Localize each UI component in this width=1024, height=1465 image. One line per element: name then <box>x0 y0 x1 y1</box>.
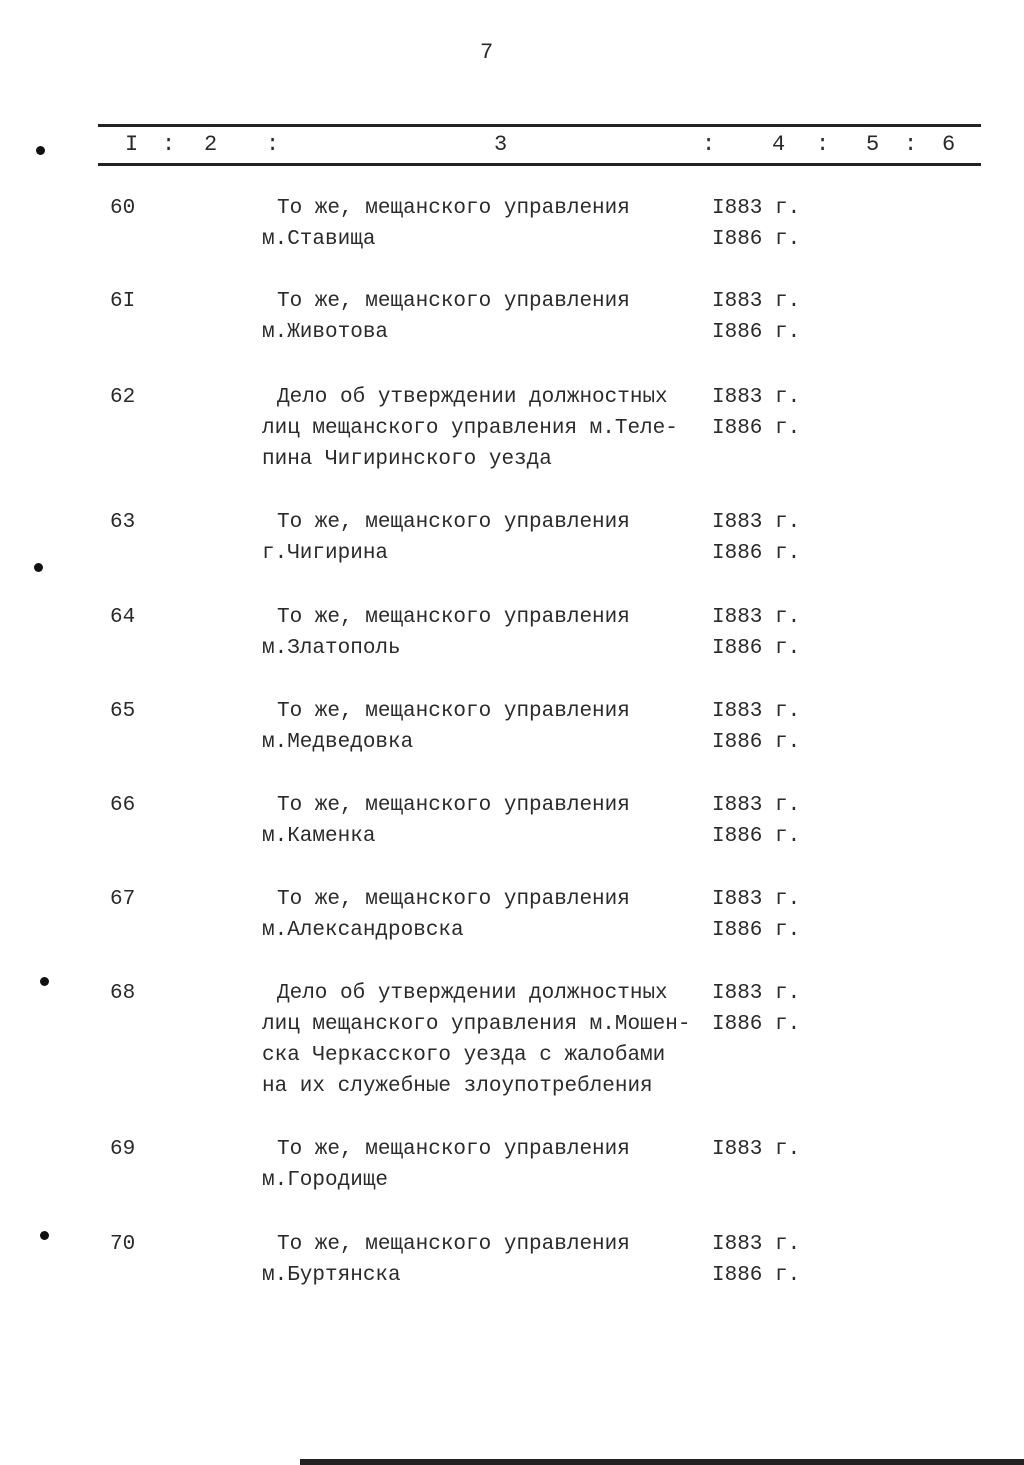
entry-description <box>262 1229 712 1291</box>
date-line: I886 г. <box>712 228 801 251</box>
header-col-3: 3 <box>494 132 508 157</box>
date-line: I883 г. <box>712 700 801 723</box>
header-col-5: 5 <box>866 132 880 157</box>
entry-dates <box>712 696 800 758</box>
entry-description <box>262 286 712 348</box>
description-line: Дело об утверждении должностных <box>277 386 668 409</box>
header-top-rule <box>98 124 981 127</box>
punch-hole-mark <box>40 977 49 986</box>
description-line: То же, мещанского управления <box>277 1233 630 1256</box>
entry-number: 69 <box>110 1138 136 1161</box>
header-col-6: 6 <box>942 132 956 157</box>
date-line: I886 г. <box>712 321 801 344</box>
entry-description <box>262 696 712 758</box>
entry-number: 63 <box>110 511 136 534</box>
date-line: I883 г. <box>712 888 801 911</box>
entry-dates <box>712 1134 800 1165</box>
entry-number: 60 <box>110 197 136 220</box>
description-line: Дело об утверждении должностных <box>277 982 668 1005</box>
entry-dates <box>712 193 800 255</box>
date-line: I886 г. <box>712 919 801 942</box>
description-line: м.Животова <box>262 321 389 344</box>
date-line: I883 г. <box>712 386 801 409</box>
entry-dates <box>712 978 800 1040</box>
entry-description <box>262 602 712 664</box>
date-line: I883 г. <box>712 606 801 629</box>
description-line: пина Чигиринского уезда <box>262 448 552 471</box>
entry-description <box>262 1134 712 1196</box>
entry-number: 6I <box>110 290 136 313</box>
entry-description <box>262 507 712 569</box>
date-line: I883 г. <box>712 1138 801 1161</box>
date-line: I886 г. <box>712 542 801 565</box>
entry-number: 65 <box>110 700 136 723</box>
entry-number: 62 <box>110 386 136 409</box>
description-line: То же, мещанского управления <box>277 290 630 313</box>
entry-description <box>262 884 712 946</box>
date-line: I883 г. <box>712 511 801 534</box>
date-line: I883 г. <box>712 982 801 1005</box>
header-sep: : <box>266 132 280 157</box>
header-col-1: I <box>125 132 139 157</box>
entry-dates <box>712 602 800 664</box>
description-line: лиц мещанского управления м.Теле- <box>262 417 678 440</box>
description-line: То же, мещанского управления <box>277 794 630 817</box>
entry-dates <box>712 790 800 852</box>
description-line: м.Ставища <box>262 228 376 251</box>
date-line: I883 г. <box>712 794 801 817</box>
entry-number: 66 <box>110 794 136 817</box>
description-line: г.Чигирина <box>262 542 389 565</box>
description-line: То же, мещанского управления <box>277 1138 630 1161</box>
entry-number: 64 <box>110 606 136 629</box>
description-line: на их служебные злоупотребления <box>262 1075 653 1098</box>
header-col-2: 2 <box>204 132 218 157</box>
description-line: То же, мещанского управления <box>277 700 630 723</box>
description-line: ска Черкасского уезда с жалобами <box>262 1044 666 1067</box>
header-sep: : <box>702 132 716 157</box>
entry-description <box>262 382 712 475</box>
entry-description <box>262 790 712 852</box>
entry-dates <box>712 884 800 946</box>
date-line: I886 г. <box>712 637 801 660</box>
entry-dates <box>712 507 800 569</box>
date-line: I883 г. <box>712 1233 801 1256</box>
description-line: То же, мещанского управления <box>277 888 630 911</box>
date-line: I886 г. <box>712 1013 801 1036</box>
entry-description <box>262 978 712 1102</box>
description-line: лиц мещанского управления м.Мошен- <box>262 1013 691 1036</box>
date-line: I886 г. <box>712 731 801 754</box>
punch-hole-mark <box>36 146 45 155</box>
header-col-4: 4 <box>772 132 786 157</box>
description-line: м.Александровска <box>262 919 464 942</box>
page-number: 7 <box>480 40 494 65</box>
header-sep: : <box>162 132 176 157</box>
description-line: м.Медведовка <box>262 731 414 754</box>
date-line: I886 г. <box>712 417 801 440</box>
description-line: То же, мещанского управления <box>277 511 630 534</box>
punch-hole-mark <box>34 563 43 572</box>
entry-description <box>262 193 712 255</box>
header-sep: : <box>904 132 918 157</box>
entry-number: 68 <box>110 982 136 1005</box>
scan-edge <box>300 1459 1024 1465</box>
date-line: I886 г. <box>712 1264 801 1287</box>
entry-dates <box>712 1229 800 1291</box>
header-sep: : <box>816 132 830 157</box>
description-line: м.Каменка <box>262 825 376 848</box>
description-line: м.Буртянска <box>262 1264 401 1287</box>
description-line: м.Городище <box>262 1169 389 1192</box>
description-line: То же, мещанского управления <box>277 606 630 629</box>
description-line: То же, мещанского управления <box>277 197 630 220</box>
entry-number: 67 <box>110 888 136 911</box>
date-line: I883 г. <box>712 197 801 220</box>
entry-number: 70 <box>110 1233 136 1256</box>
date-line: I883 г. <box>712 290 801 313</box>
description-line: м.Златополь <box>262 637 401 660</box>
header-bottom-rule <box>98 163 981 166</box>
punch-hole-mark <box>40 1231 49 1240</box>
date-line: I886 г. <box>712 825 801 848</box>
entry-dates <box>712 382 800 444</box>
entry-dates <box>712 286 800 348</box>
